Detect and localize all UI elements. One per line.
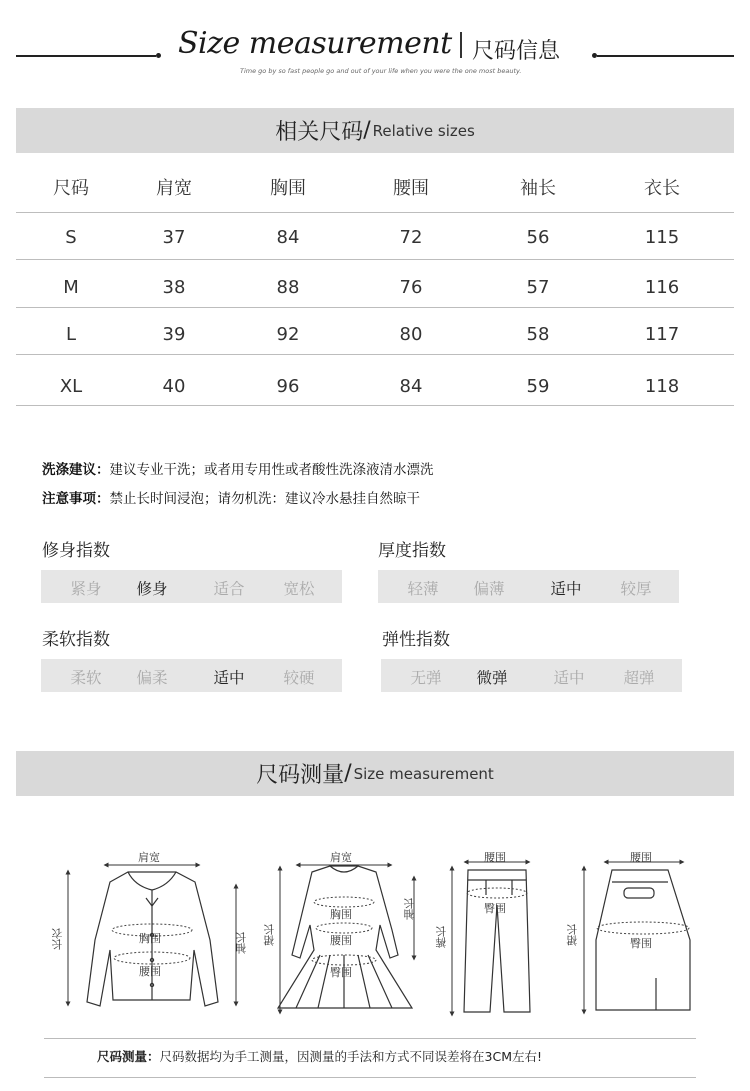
thickness-option: 较厚 [620,580,652,598]
blouse-chest-label: 胸围 [139,932,161,945]
table-row [16,322,734,346]
thickness-option: 轻薄 [407,580,439,598]
blouse-shoulder-label: 肩宽 [138,851,160,864]
relative-sizes-title-en: Relative sizes [372,121,475,140]
skirt-waist-label: 腰围 [630,851,652,864]
softness-option-selected: 适中 [213,669,245,687]
header-title: Size measurement [178,26,452,61]
fit-index-title: 修身指数 [42,541,110,561]
cell-size: L [65,323,77,345]
measurement-banner [16,751,734,796]
table-divider [16,307,734,308]
relative-sizes-slash: / [363,118,371,143]
elasticity-option: 无弹 [410,669,442,687]
header-dot-left [156,53,161,58]
pants-outline [464,870,530,1012]
cell-sleeve: 58 [526,323,550,345]
size-table-header [16,175,734,199]
measurement-footnote [97,1047,542,1065]
cell-shoulder: 40 [162,375,186,397]
table-divider [16,212,734,213]
cell-waist: 76 [399,276,423,298]
col-chest: 胸围 [270,178,306,199]
pants-waist-label: 腰围 [484,851,506,864]
footer-top-rule [44,1038,696,1039]
cell-chest: 88 [276,276,300,298]
softness-option: 柔软 [70,669,102,687]
softness-option: 偏柔 [136,669,168,687]
cell-length: 115 [644,226,680,248]
measurement-footnote-text: 尺码数据均为手工测量，因测量的手法和方式不同误差将在3CM左右! [159,1049,542,1064]
col-shoulder: 肩宽 [156,178,192,199]
relative-sizes-title-cn: 相关尺码 [275,120,364,145]
softness-option: 较硬 [283,669,315,687]
cell-sleeve: 57 [526,276,550,298]
blouse-waist-label: 腰围 [139,965,161,978]
pants-length-label: 裤长 [435,926,448,948]
thickness-option: 偏薄 [473,580,505,598]
cell-chest: 96 [276,375,300,397]
cell-waist: 80 [399,323,423,345]
blouse-sleeve-label: 袖长 [235,932,248,954]
pants-hip-label: 臀围 [484,902,506,915]
dress-waist-label: 腰围 [330,934,352,947]
dress-shoulder-label: 肩宽 [330,851,352,864]
care-notice [42,487,420,507]
cell-waist: 84 [399,375,423,397]
dress-chest-label: 胸围 [330,908,352,921]
header-title-cn: 尺码信息 [472,39,561,64]
cell-size: M [63,276,79,298]
care-notice-label: 注意事项： [42,491,110,507]
care-notice-text: 禁止长时间浸泡；请勿机洗：建议冷水悬挂自然晾干 [109,491,420,507]
cell-shoulder: 39 [162,323,186,345]
cell-chest: 84 [276,226,300,248]
elasticity-option: 超弹 [623,669,655,687]
wash-advice-label: 洗涤建议： [42,462,110,478]
header-rule-right [597,55,734,57]
wash-advice [42,458,434,478]
table-row [16,225,734,249]
relative-sizes-banner [16,108,734,153]
col-waist: 腰围 [393,178,429,199]
thickness-index-title: 厚度指数 [378,541,446,561]
blouse-length-label: 长衣 [51,928,64,950]
cell-chest: 92 [276,323,300,345]
table-divider [16,354,734,355]
measurement-title-en: Size measurement [353,764,494,783]
wash-advice-text: 建议专业干洗；或者用专用性或者酸性洗涤液清水漂洗 [109,462,434,478]
fit-option: 适合 [213,580,245,598]
garment-diagrams [0,840,750,1020]
dress-sleeve-label: 袖长 [403,898,416,920]
header-rule-left [16,55,156,57]
table-divider [16,405,734,406]
skirt-hip-label: 臀围 [630,937,652,950]
fit-option: 紧身 [70,580,102,598]
header-subtitle: Time go by so fast people go and out of your life when you were the one most beauty. [240,67,522,75]
cell-length: 118 [644,375,680,397]
measurement-slash: / [344,761,352,786]
thickness-index-bar [378,570,679,603]
header-divider [460,32,462,58]
elasticity-option: 适中 [553,669,585,687]
measurement-title-cn: 尺码测量 [256,763,345,788]
col-length: 衣长 [644,178,680,199]
softness-index-title: 柔软指数 [42,630,110,650]
cell-length: 116 [644,276,680,298]
fit-option-selected: 修身 [136,580,168,598]
elasticity-index-title: 弹性指数 [382,630,450,650]
dress-length-label: 裙长 [263,924,276,946]
elasticity-index-bar [381,659,682,692]
col-size: 尺码 [53,178,89,199]
table-row [16,374,734,398]
elasticity-option-selected: 微弹 [476,669,508,687]
cell-sleeve: 56 [526,226,550,248]
cell-size: XL [59,375,83,397]
skirt-length-label: 裙长 [566,924,579,946]
softness-index-bar [41,659,342,692]
measurement-footnote-label: 尺码测量： [97,1049,160,1064]
cell-waist: 72 [399,226,423,248]
cell-size: S [65,226,77,248]
thickness-option-selected: 适中 [550,580,582,598]
fit-option: 宽松 [283,580,315,598]
dress-hip-label: 臀围 [330,966,352,979]
footer-bottom-rule [44,1077,696,1078]
col-sleeve: 袖长 [520,178,556,199]
cell-shoulder: 38 [162,276,186,298]
cell-sleeve: 59 [526,375,550,397]
fit-index-bar [41,570,342,603]
table-divider [16,259,734,260]
table-row [16,275,734,299]
cell-shoulder: 37 [162,226,186,248]
cell-length: 117 [644,323,680,345]
